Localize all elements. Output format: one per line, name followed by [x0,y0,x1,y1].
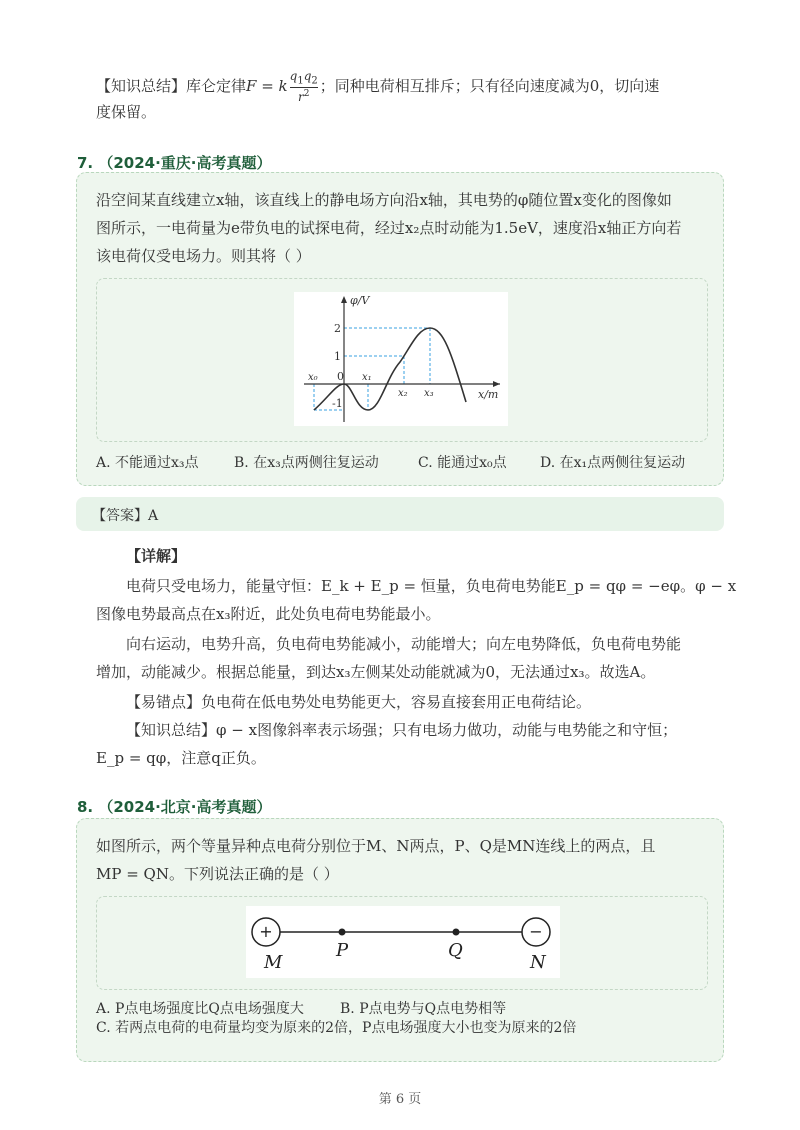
q7-detail-line3: 向右运动，电势升高，负电荷电势能减小，动能增大；向左电势降低，负电荷电势能 [126,635,682,653]
q7-x2-label: x₂ [398,388,408,399]
q7-answer: 【答案】A [92,508,159,524]
q7-stem-line3: 该电荷仅受电场力。则其将（ ） [96,247,311,265]
top-summary-line1: 【知识总结】库仑定律F = k $\frac{q_1q_2}{r^2}$ ；同种电荷相互排斥；只有径向速度减为0，切向速 [96,69,660,105]
q7-potential-graph [294,292,508,426]
q7-tick-2: 2 [334,322,341,335]
q7-summary-line2: E_p = qφ，注意q正负。 [96,749,266,767]
q8-option-b[interactable]: B. P点电势与Q点电势相等 [340,1001,507,1017]
q8-heading: 8. （2024·北京·高考真题） [77,798,272,816]
q7-answer-bar [76,497,724,531]
q7-xlabel: x/m [478,388,499,401]
label-q: Q [448,940,463,961]
q7-detail-title: 【详解】 [126,547,187,565]
summary-label: 【知识总结】库仑定律 [96,77,247,96]
label-n: N [530,952,546,973]
q7-detail-line4: 增加，动能减少。根据总能量，到达x₃左侧某处动能就减为0，无法通过x₃。故选A。 [96,663,656,681]
q8-option-a[interactable]: A. P点电场强度比Q点电场强度大 [96,1001,304,1017]
q8-stem-line1: 如图所示，两个等量异种点电荷分别位于M、N两点，P、Q是MN连线上的两点，且 [96,837,656,855]
q8-stem-line2: MP = QN。下列说法正确的是（ ） [96,865,339,883]
q7-heading: 7. （2024·重庆·高考真题） [77,154,272,172]
point-p [339,929,346,936]
q7-x3-label: x₃ [424,388,434,399]
coulomb-formula: F = k $\frac{q_1q_2}{r^2}$ [246,69,318,105]
q8-option-c[interactable]: C. 若两点电荷的电荷量均变为原来的2倍，P点电场强度大小也变为原来的2倍 [96,1020,577,1036]
q7-detail-line2: 图像电势最高点在x₃附近，此处负电荷电势能最小。 [96,605,441,623]
top-summary-line2: 度保留。 [96,103,157,121]
label-p: P [336,940,349,961]
label-m: M [264,952,283,973]
q7-ylabel: φ/V [350,294,370,307]
q7-tick-0: 0 [337,370,344,383]
q8-charge-figure [246,906,560,978]
point-q [453,929,460,936]
q7-detail-line1: 电荷只受电场力，能量守恒：E_k + E_p = 恒量，负电荷电势能E_p = qφ = −eφ。φ − x [126,577,737,595]
q7-stem-line1: 沿空间某直线建立x轴，该直线上的静电场方向沿x轴，其电势的φ随位置x变化的图像如 [96,191,672,209]
q7-option-d[interactable]: D. 在x₁点两侧往复运动 [540,455,686,471]
q7-mistake-point: 【易错点】负电荷在低电势处电势能更大，容易直接套用正电荷结论。 [126,693,592,711]
svg-text:−: − [529,922,543,941]
q7-option-a[interactable]: A. 不能通过x₃点 [96,455,199,471]
q7-option-c[interactable]: C. 能通过x₀点 [418,455,507,471]
q7-stem-line2: 图所示，一电荷量为e带负电的试探电荷，经过x₂点时动能为1.5eV，速度沿x轴正方向若 [96,219,682,237]
svg-text:+: + [259,922,273,941]
q7-tick-neg1: -1 [332,397,343,410]
page-number: 第 6 页 [378,1092,422,1107]
q7-x0-label: x₀ [308,372,318,383]
q7-x1-label: x₁ [362,372,372,383]
q7-tick-1: 1 [334,350,341,363]
q7-summary-line1: 【知识总结】φ − x图像斜率表示场强；只有电场力做功，动能与电势能之和守恒； [126,721,678,739]
q7-option-b[interactable]: B. 在x₃点两侧往复运动 [234,455,379,471]
